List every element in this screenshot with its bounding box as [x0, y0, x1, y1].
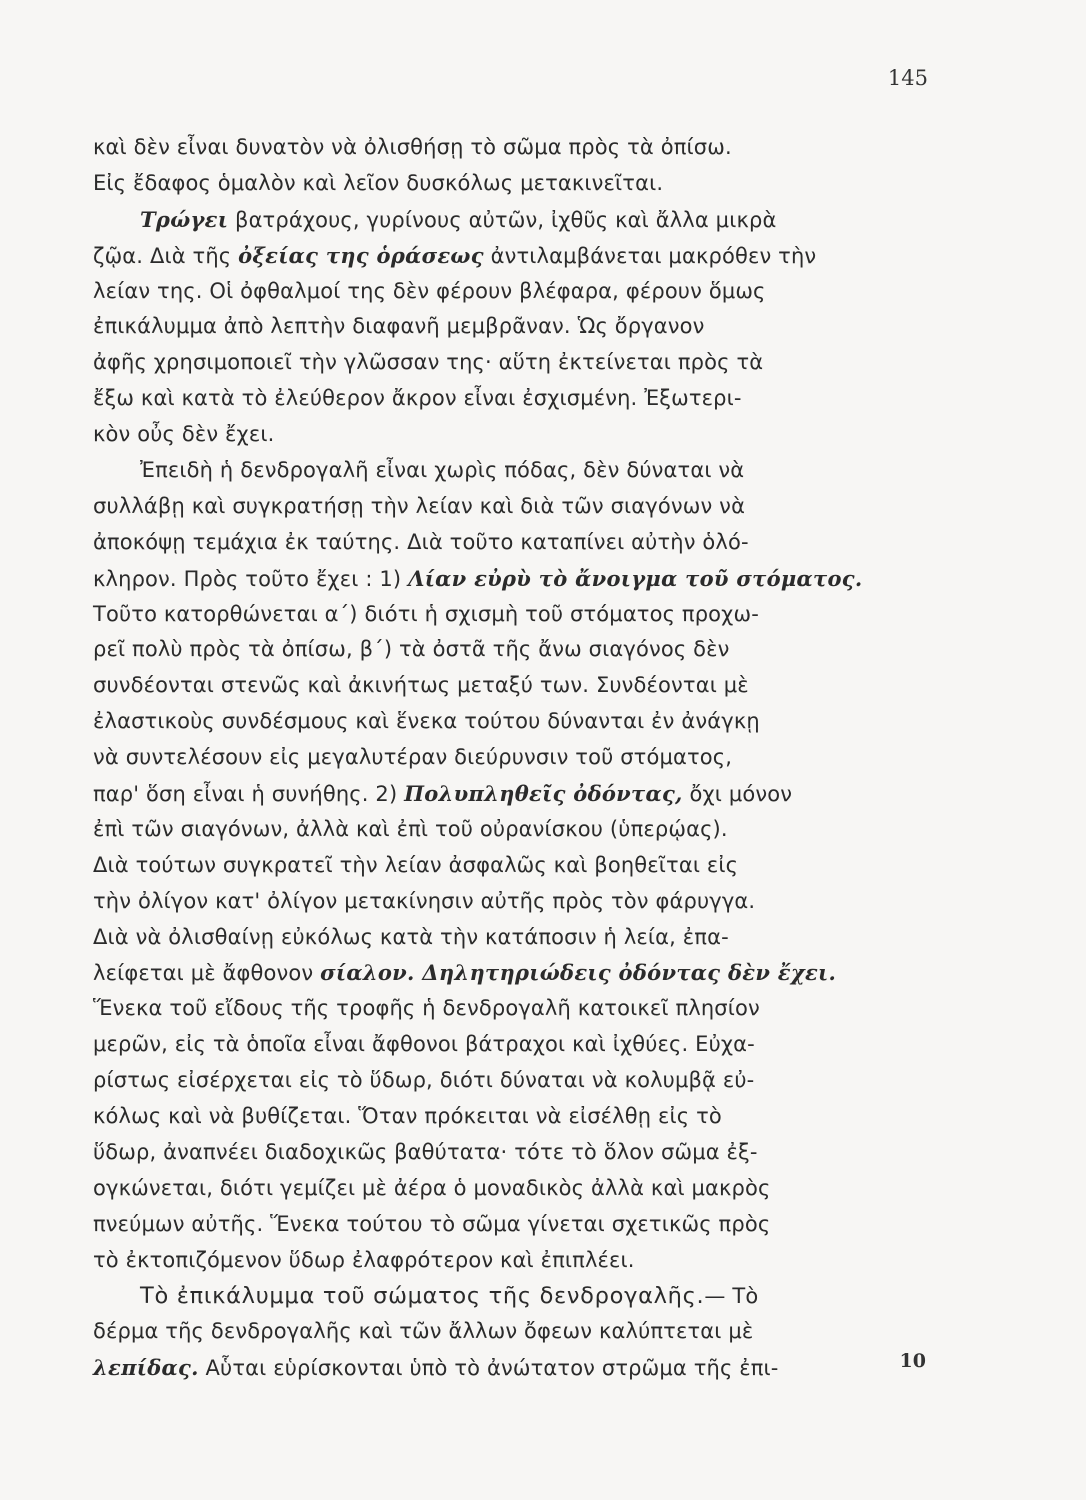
- text-line: συνδέονται στενῶς καὶ ἀκινήτως μεταξύ των. Συνδέονται μὲ: [93, 673, 749, 698]
- text-line: νὰ συντελέσουν εἰς μεγαλυτέραν διεύρυνσιν τοῦ στόματος,: [93, 745, 733, 770]
- emphasis-term: σίαλον. Δηλητηριώδεις ὀδόντας δὲν ἔχει.: [320, 960, 837, 986]
- text-line: ὕδωρ, ἀναπνέει διαδοχικῶς βαθύτατα· τότε τὸ ὅλον σῶμα ἐξ-: [93, 1139, 758, 1164]
- text-line: Τοῦτο κατορθώνεται α΄) διότι ἡ σχισμὴ τοῦ στόματος προχω-: [93, 601, 759, 626]
- text-line: ἀποκόψῃ τεμάχια ἐκ ταύτης. Διὰ τοῦτο καταπίνει αὐτὴν ὁλό-: [93, 529, 749, 554]
- text-line: τὴν ὀλίγον κατ' ὀλίγον μετακίνησιν αὐτῆς πρὸς τὸν φάρυγγα.: [93, 888, 756, 913]
- text-line: λεπίδας. Αὗται εὑρίσκονται ὑπὸ τὸ ἀνώτατον στρῶμα τῆς ἐπι-: [93, 1355, 779, 1381]
- text-line: παρ' ὅση εἶναι ἡ συνήθης. 2) Πολυπληθεῖς ὀδόντας, ὄχι μόνον: [93, 781, 793, 807]
- text-line: ρίστως εἰσέρχεται εἰς τὸ ὕδωρ, διότι δύναται νὰ κολυμβᾷ εὐ-: [93, 1068, 755, 1093]
- text-line: δέρμα τῆς δενδρογαλῆς καὶ τῶν ἄλλων ὄφεων καλύπτεται μὲ: [93, 1319, 754, 1344]
- text-line: κόλως καὶ νὰ βυθίζεται. Ὅταν πρόκειται νὰ εἰσέλθῃ εἰς τὸ: [93, 1104, 722, 1129]
- paragraph-start-line: Τρώγει βατράχους, γυρίνους αὐτῶν, ἰχθῦς καὶ ἄλλα μικρὰ: [140, 206, 777, 232]
- section-heading-line: Τὸ ἐπικάλυμμα τοῦ σώματος τῆς δενδρογαλῆς.— Τὸ: [140, 1282, 759, 1309]
- text-line: ρεῖ πολὺ πρὸς τὰ ὀπίσω, β΄) τὰ ὀστᾶ τῆς ἄνω σιαγόνος δὲν: [93, 637, 730, 662]
- text-line: Διὰ τούτων συγκρατεῖ τὴν λείαν ἀσφαλῶς καὶ βοηθεῖται εἰς: [93, 852, 739, 877]
- page-number: 145: [887, 66, 928, 90]
- text-line: Εἰς ἔδαφος ὁμαλὸν καὶ λεῖον δυσκόλως μετακινεῖται.: [93, 170, 664, 195]
- emphasis-term: λεπίδας.: [93, 1355, 199, 1381]
- emphasis-term: Πολυπληθεῖς ὀδόντας,: [404, 781, 683, 807]
- emphasis-term: Τρώγει: [140, 206, 229, 232]
- body-text: [93, 130, 938, 1386]
- emphasis-term: ὀξείας της ὁράσεως: [238, 242, 484, 268]
- text-line: λείαν της. Οἱ ὀφθαλμοί της δὲν φέρουν βλέφαρα, φέρουν ὅμως: [93, 278, 766, 303]
- text-line: λείφεται μὲ ἄφθονον σίαλον. Δηλητηριώδεις ὀδόντας δὲν ἔχει.: [93, 960, 837, 986]
- text-line: ἐλαστικοὺς συνδέσμους καὶ ἕνεκα τούτου δύνανται ἐν ἀνάγκῃ: [93, 709, 760, 734]
- text-line: ζῷα. Διὰ τῆς ὀξείας της ὁράσεως ἀντιλαμβάνεται μακρόθεν τὴν: [93, 242, 817, 268]
- text-line: ἔξω καὶ κατὰ τὸ ἐλεύθερον ἄκρον εἶναι ἐσχισμένη. Ἐξωτερι-: [93, 386, 742, 411]
- signature-mark: 10: [899, 1350, 926, 1372]
- text-line: Διὰ νὰ ὀλισθαίνῃ εὐκόλως κατὰ τὴν κατάποσιν ἡ λεία, ἐπα-: [93, 924, 729, 949]
- text-line: καὶ δὲν εἶναι δυνατὸν νὰ ὀλισθήσῃ τὸ σῶμα πρὸς τὰ ὀπίσω.: [93, 135, 732, 159]
- text-line: ἀφῆς χρησιμοποιεῖ τὴν γλῶσσαν της· αὕτη ἐκτείνεται πρὸς τὰ: [93, 350, 764, 375]
- text-line: κληρον. Πρὸς τοῦτο ἔχει : 1) Λίαν εὐρὺ τὸ ἄνοιγμα τοῦ στόματος.: [93, 565, 863, 591]
- paragraph-start-line: Ἐπειδὴ ἡ δενδρογαλῆ εἶναι χωρὶς πόδας, δὲν δύναται νὰ: [140, 458, 745, 483]
- text-line: πνεύμων αὐτῆς. Ἕνεκα τούτου τὸ σῶμα γίνεται σχετικῶς πρὸς: [93, 1211, 771, 1236]
- text-line: συλλάβῃ καὶ συγκρατήσῃ τὴν λείαν καὶ διὰ τῶν σιαγόνων νὰ: [93, 493, 746, 518]
- text-line: μερῶν, εἰς τὰ ὁποῖα εἶναι ἄφθονοι βάτραχοι καὶ ἰχθύες. Εὐχα-: [93, 1032, 755, 1057]
- text-line: ογκώνεται, διότι γεμίζει μὲ ἀέρα ὁ μοναδικὸς ἀλλὰ καὶ μακρὸς: [93, 1175, 771, 1200]
- text-line: ἐπὶ τῶν σιαγόνων, ἀλλὰ καὶ ἐπὶ τοῦ οὐρανίσκου (ὑπερῴας).: [93, 816, 728, 841]
- text-line: Ἕνεκα τοῦ εἴδους τῆς τροφῆς ἡ δενδρογαλῆ κατοικεῖ πλησίον: [93, 996, 760, 1021]
- text-line: κὸν οὖς δὲν ἔχει.: [93, 422, 275, 447]
- text-line: τὸ ἐκτοπιζόμενον ὕδωρ ἐλαφρότερον καὶ ἐπιπλέει.: [93, 1247, 635, 1272]
- emphasis-term: Λίαν εὐρὺ τὸ ἄνοιγμα τοῦ στόματος.: [408, 565, 863, 591]
- section-heading: Τὸ ἐπικάλυμμα τοῦ σώματος τῆς δενδρογαλῆς.: [140, 1282, 705, 1309]
- text-line: ἐπικάλυμμα ἀπὸ λεπτὴν διαφανῆ μεμβρᾶναν. Ὡς ὄργανον: [93, 314, 705, 339]
